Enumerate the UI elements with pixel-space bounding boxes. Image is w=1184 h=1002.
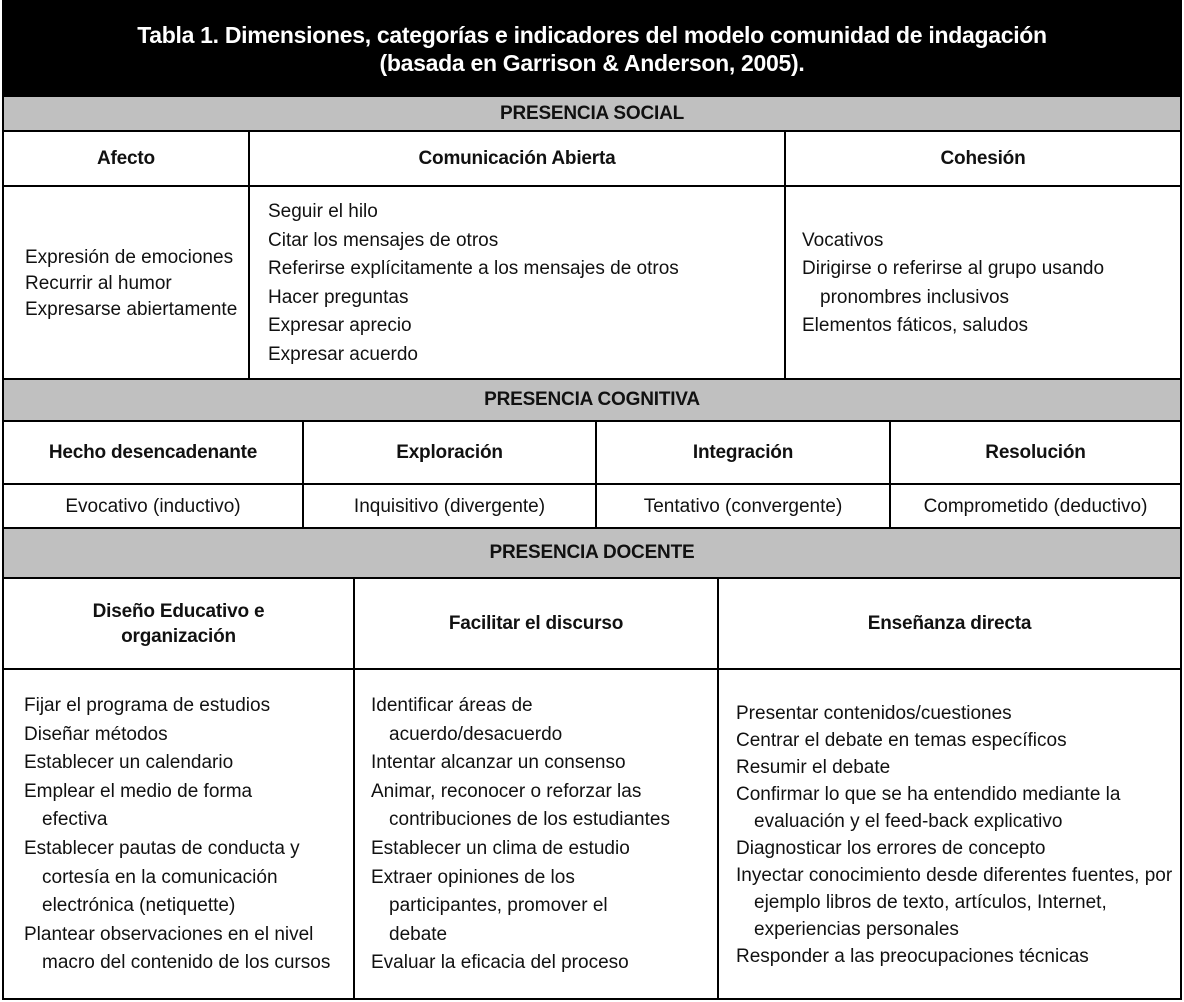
list-item: Diagnosticar los errores de concepto bbox=[736, 838, 1046, 859]
social-column-comunicacion-abierta bbox=[250, 187, 786, 380]
teaching-header-diseno-educativo: Diseño Educativo e organización bbox=[4, 579, 355, 668]
list-item: Diseñar métodos bbox=[24, 723, 168, 745]
list-item: Fijar el programa de estudios bbox=[24, 695, 271, 717]
list-item: Dirigirse o referirse al grupo usando pronombres inclusivos bbox=[802, 258, 1105, 308]
list-item: Expresión de emociones bbox=[25, 246, 234, 268]
list-item: Seguir el hilo bbox=[268, 201, 378, 222]
cognitive-presence-band: PRESENCIA COGNITIVA bbox=[4, 378, 1180, 422]
teaching-presence-band: PRESENCIA DOCENTE bbox=[4, 527, 1180, 579]
list-item: Emplear el medio de forma efectiva bbox=[24, 780, 253, 831]
teaching-body-row bbox=[4, 670, 1180, 1000]
table-title-line-2: (basada en Garrison & Anderson, 2005). bbox=[379, 49, 805, 76]
cognitive-header-hecho-desencadenante: Hecho desencadenante bbox=[4, 422, 304, 483]
cognitive-values-row bbox=[4, 485, 1180, 529]
list-item: Evaluar la eficacia del proceso bbox=[371, 952, 629, 974]
social-header-afecto: Afecto bbox=[4, 132, 250, 185]
list-item: Confirmar lo que se ha entendido mediante la evaluación y el feed-back explicativo bbox=[736, 784, 1121, 832]
list-item: Centrar el debate en temas específicos bbox=[736, 730, 1067, 751]
cognitive-header-exploracion: Exploración bbox=[304, 422, 597, 483]
list-item: Animar, reconocer o reforzar las contribuciones de los estudiantes bbox=[371, 780, 670, 831]
table-title bbox=[4, 2, 1180, 95]
list-item: Recurrir al humor bbox=[25, 272, 172, 294]
cognitive-header-resolucion: Resolución bbox=[985, 442, 1086, 463]
list-item: Expresarse abiertamente bbox=[25, 298, 238, 320]
list-item: Plantear observaciones en el nivel macro del contenido de los cursos bbox=[24, 923, 331, 974]
list-item: Identificar áreas de acuerdo/desacuerdo bbox=[371, 695, 563, 745]
cognitive-header-row bbox=[4, 422, 1180, 485]
list-item: Inyectar conocimiento desde diferentes fuentes, por ejemplo libros de texto, artículos, Internet, experiencias personales bbox=[736, 865, 1173, 940]
social-body-row bbox=[4, 187, 1180, 380]
list-item: Elementos fáticos, saludos bbox=[802, 315, 1029, 336]
cognitive-value-comprometido: Comprometido (deductivo) bbox=[923, 496, 1148, 517]
social-column-cohesion bbox=[786, 187, 1180, 380]
list-item: Establecer un calendario bbox=[24, 752, 234, 774]
social-column-afecto bbox=[4, 187, 250, 380]
teaching-header-facilitar-discurso: Facilitar el discurso bbox=[355, 579, 719, 668]
list-item: Citar los mensajes de otros bbox=[268, 229, 499, 251]
teaching-column-diseno-educativo bbox=[4, 670, 355, 1000]
cognitive-value-inquisitivo: Inquisitivo (divergente) bbox=[304, 485, 597, 529]
cognitive-value-tentativo: Tentativo (convergente) bbox=[597, 485, 891, 529]
table-title-line-1: Tabla 1. Dimensiones, categorías e indicadores del modelo comunidad de indagación bbox=[137, 21, 1047, 48]
teaching-column-ensenanza-directa bbox=[719, 670, 1180, 1000]
teaching-header-ensenanza-directa: Enseñanza directa bbox=[867, 613, 1032, 634]
list-item: Extraer opiniones de los participantes, promover el debate bbox=[371, 866, 608, 945]
list-item: Intentar alcanzar un consenso bbox=[371, 752, 626, 774]
list-item: Presentar contenidos/cuestiones bbox=[736, 703, 1012, 724]
community-of-inquiry-table bbox=[2, 0, 1182, 1000]
teaching-column-facilitar-discurso bbox=[355, 670, 719, 1000]
list-item: Expresar aprecio bbox=[268, 315, 412, 336]
list-item: Referirse explícitamente a los mensajes de otros bbox=[268, 258, 679, 279]
social-header-row bbox=[4, 132, 1180, 187]
social-presence-band: PRESENCIA SOCIAL bbox=[4, 95, 1180, 132]
list-item: Hacer preguntas bbox=[268, 286, 409, 308]
list-item: Expresar acuerdo bbox=[268, 343, 418, 365]
cognitive-value-evocativo: Evocativo (inductivo) bbox=[4, 485, 304, 529]
cognitive-header-integracion: Integración bbox=[597, 422, 891, 483]
list-item: Responder a las preocupaciones técnicas bbox=[736, 946, 1089, 967]
list-item: Vocativos bbox=[802, 229, 884, 251]
social-header-comunicacion-abierta: Comunicación Abierta bbox=[250, 132, 786, 185]
list-item: Resumir el debate bbox=[736, 757, 891, 778]
list-item: Establecer pautas de conducta y cortesía en la comunicación electrónica (netiquette) bbox=[24, 838, 300, 917]
list-item: Establecer un clima de estudio bbox=[371, 838, 630, 859]
social-header-cohesion: Cohesión bbox=[940, 148, 1026, 169]
teaching-header-row bbox=[4, 579, 1180, 670]
